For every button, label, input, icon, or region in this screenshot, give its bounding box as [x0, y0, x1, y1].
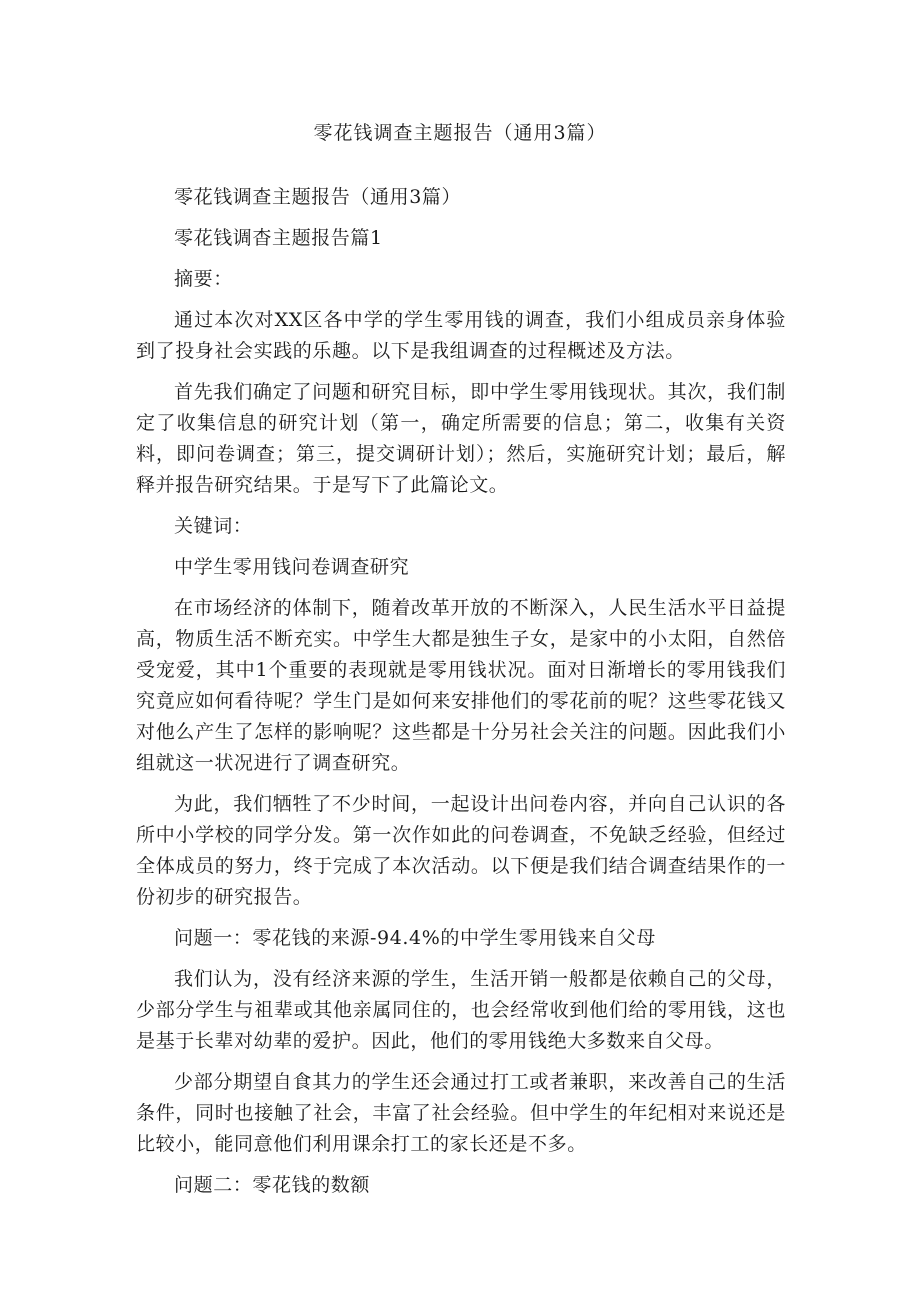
abstract-label: 摘要：	[174, 268, 233, 290]
abstract-paragraph-1: 通过本次对XX区各中学的学生零用钱的调查，我们小组成员亲身体验到了投身社会实践的乐趣。以下是我组调查的过程概述及方法。	[136, 309, 786, 362]
keywords-text: 中学生零用钱问卷调查研究	[174, 556, 410, 578]
abstract-paragraph-2: 首先我们确定了问题和研究目标，即中学生零用钱现状。其次，我们制定了收集信息的研究计划（第一，确定所需要的信息；第二，收集有关资料，即问卷调查；第三，提交调研计划）；然后，实施研究计划；最后，解释并报告研究结果。于是写下了此篇论文。	[136, 381, 786, 496]
intro-paragraph-2: 为此，我们牺牲了不少时间，一起设计出问卷内容，并向自己认识的各所中小学校的同学分发。第一次作如此的问卷调查，不免缺乏经验，但经过全体成员的努力，终于完成了本次活动。以下便是我们结合调查结果作的一份初步的研究报告。	[136, 793, 786, 908]
document-title: 零花钱调查主题报告（通用3篇）	[313, 122, 607, 144]
intro-paragraph-1: 在市场经济的体制下，随着改革开放的不断深入，人民生活水平日益提高，物质生活不断充实。中学生大都是独生子女，是家中的小太阳，自然倍受宠爱，其中1个重要的表现就是零用钱状况。面对日渐增长的零用钱我们究竟应如何看待呢？学生门是如何来安排他们的零花前的呢？这些零花钱又对他么产生了怎样的影响呢？这些都是十分另社会关注的问题。因此我们小组就这一状况进行了调查研究。	[136, 597, 786, 774]
section-title: 零花钱调杳主题报告篇1	[174, 227, 383, 249]
document-body	[136, 182, 786, 1211]
question-1-heading: 问题一：零花钱的来源-94.4%的中学生零用钱来自父母	[174, 927, 656, 949]
question-1-paragraph-1: 我们认为，没有经济来源的学生，生活开销一般都是依赖自己的父母，少部分学生与祖辈或其他亲属同住的，也会经常收到他们给的零用钱，这也是基于长辈对幼辈的爱护。因此，他们的零用钱绝大多数来自父母。	[136, 968, 786, 1052]
keywords-label: 关键词：	[174, 515, 253, 537]
question-1-paragraph-2: 少部分期望自食其力的学生还会通过打工或者兼职，来改善自己的生活条件，同时也接触了社会，丰富了社会经验。但中学生的年纪相对来说还是比较小，能同意他们利用课余打工的家长还是不多。	[136, 1071, 786, 1155]
heading-repeat: 零花钱调查主题报告（通用3篇）	[174, 186, 462, 208]
question-2-heading: 问题二：零花钱的数额	[174, 1174, 371, 1196]
